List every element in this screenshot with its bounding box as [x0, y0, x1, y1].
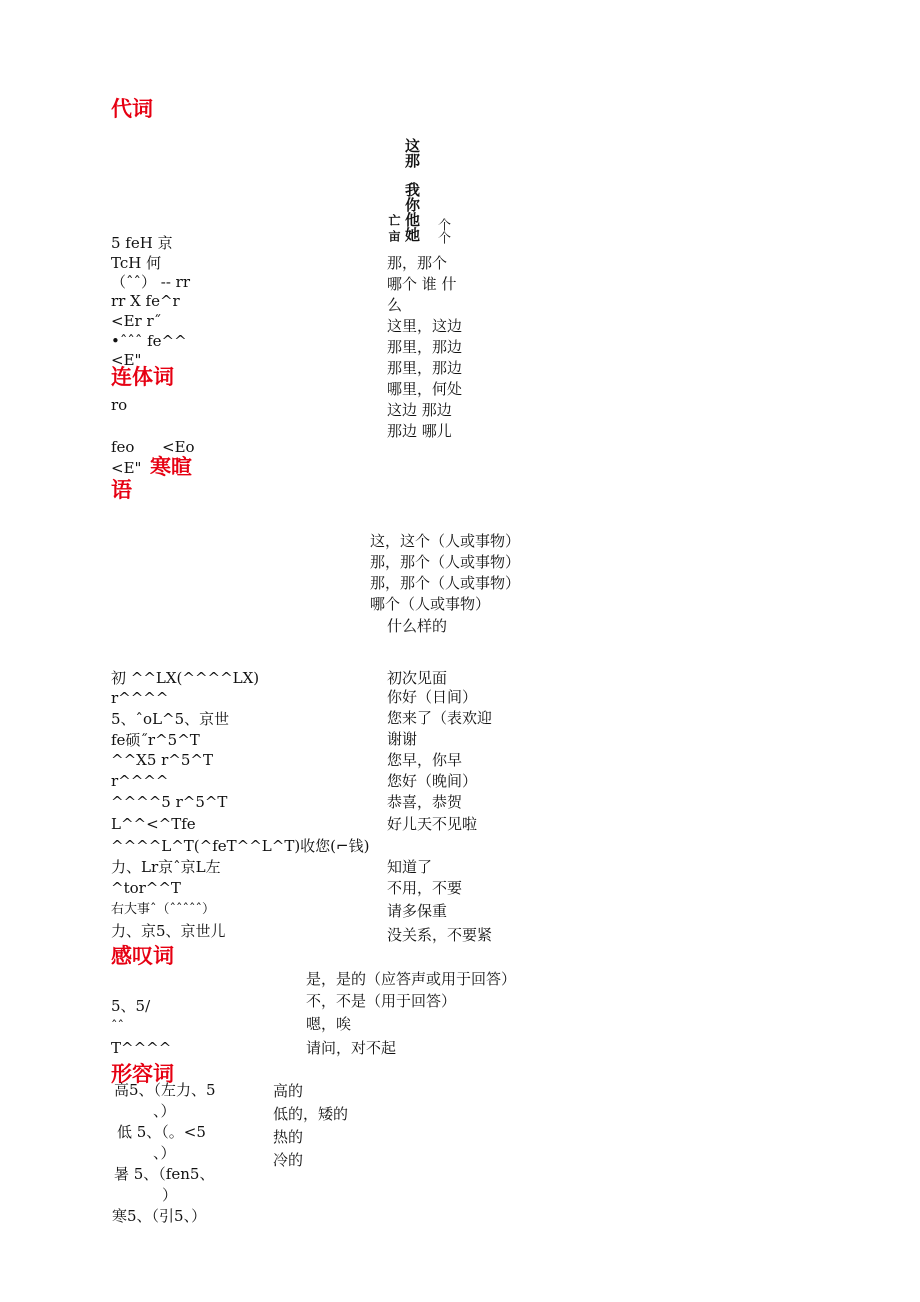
pronoun-vertical-2: 我你他她	[403, 182, 421, 242]
pronoun-left-4: rr X fe^r	[111, 292, 180, 310]
greet-left-11: ^tor^^T	[111, 879, 181, 897]
interj-right-1: 是，是的（应答声或用于回答）	[306, 970, 517, 988]
greet-left-6: r^^^^	[111, 772, 169, 790]
greet-right-3: 您来了（表欢迎	[387, 709, 493, 727]
pronoun-right-1: 那，那个	[387, 254, 448, 272]
heading-conjunctive: 连体词	[111, 365, 174, 389]
pronoun-right-5: 那里，那边	[387, 338, 463, 356]
greet-left-1: 初 ^^LX(^^^^LX)	[111, 669, 260, 687]
greet-right-4: 谢谢	[387, 730, 418, 748]
conj-right-1: 这，这个（人或事物）	[370, 532, 521, 550]
greet-left-12: 右大事ˆ（ˆˆˆˆˆ）	[111, 902, 216, 917]
greet-left-3: 5、ˆoL^5、京世	[111, 710, 230, 728]
conj-left-3: <Eo	[162, 438, 195, 456]
pronoun-right-9: 那边 哪儿	[387, 422, 452, 440]
interj-right-4: 请问，对不起	[306, 1039, 397, 1057]
adj-left-7: 寒5、（引5、）	[112, 1207, 207, 1225]
pronoun-vertical-3: 个个	[435, 218, 450, 244]
greet-right-9: 知道了	[387, 858, 433, 876]
conj-left-2: feo	[111, 438, 135, 456]
greet-left-2: r^^^^	[111, 689, 169, 707]
greet-right-7: 恭喜，恭贺	[387, 793, 463, 811]
interj-left-1: 5、5/	[111, 997, 151, 1015]
greet-right-1: 初次见面	[387, 669, 448, 687]
conj-right-4: 哪个（人或事物）	[370, 595, 491, 613]
heading-greeting-cont: 语	[111, 478, 132, 502]
greet-right-2: 你好（日间）	[387, 688, 478, 706]
greet-left-10: 力、Lr京ˆ京L左	[111, 858, 221, 876]
conj-left-1: ro	[111, 396, 128, 414]
conj-right-3: 那，那个（人或事物）	[370, 574, 521, 592]
pronoun-right-4: 这里，这边	[387, 317, 463, 335]
adj-right-4: 冷的	[273, 1151, 304, 1169]
adj-left-1: 高5、（左力、5	[114, 1081, 216, 1099]
pronoun-left-7: <E"	[111, 351, 142, 369]
heading-greeting: 寒暄	[150, 455, 192, 479]
adj-left-6: ）	[162, 1186, 178, 1204]
greet-left-9: ^^^^L^T(^feT^^L^T)收您(⌐钱)	[111, 837, 370, 855]
pronoun-right-7: 哪里，何处	[387, 380, 463, 398]
pronoun-left-2: TcH 何	[111, 254, 162, 272]
adj-left-2: 、）	[153, 1102, 176, 1120]
greet-left-8: L^^<^Tfe	[111, 815, 196, 833]
adj-left-5: 暑 5、（fen5、	[114, 1165, 215, 1183]
conj-left-4: <E"	[111, 459, 142, 477]
pronoun-vertical-cut: 亡 亩	[387, 214, 401, 243]
adj-right-3: 热的	[273, 1128, 304, 1146]
greet-left-13: 力、京5、京世儿	[111, 922, 226, 940]
heading-interjection: 感叹词	[111, 944, 174, 968]
heading-pronoun: 代词	[111, 97, 153, 121]
pronoun-left-1: 5 feH 京	[111, 234, 173, 252]
greet-right-8: 好儿天不见啦	[387, 815, 478, 833]
greet-left-5: ^^X5 r^5^T	[111, 751, 213, 769]
pronoun-left-5: <Er r˝	[111, 312, 162, 330]
pronoun-vertical-1: 这那	[403, 138, 421, 168]
adj-right-1: 高的	[273, 1082, 304, 1100]
pronoun-right-8: 这边 那边	[387, 401, 452, 419]
greet-right-11: 请多保重	[387, 902, 448, 920]
adj-left-4: 、）	[153, 1144, 176, 1162]
greet-left-4: fe硕˝r^5^T	[111, 731, 200, 749]
pronoun-left-6: •ˆˆˆ fe^^	[111, 332, 187, 350]
pronoun-left-3: （ˆˆ） -- rr	[111, 273, 191, 291]
conj-right-5: 什么样的	[387, 617, 448, 635]
greet-right-5: 您早，你早	[387, 751, 463, 769]
interj-left-3: T^^^^	[111, 1039, 172, 1057]
interj-right-2: 不，不是（用于回答）	[306, 992, 457, 1010]
greet-right-10: 不用，不要	[387, 879, 463, 897]
conj-right-2: 那，那个（人或事物）	[370, 553, 521, 571]
pronoun-right-6: 那里，那边	[387, 359, 463, 377]
interj-right-3: 嗯，唉	[306, 1015, 352, 1033]
adj-left-3: 低 5、（。<5	[117, 1123, 206, 1141]
adj-right-2: 低的，矮的	[273, 1105, 349, 1123]
greet-right-12: 没关系，不要紧	[387, 926, 493, 944]
greet-right-6: 您好（晚间）	[387, 772, 478, 790]
pronoun-right-2: 哪个 谁 什	[387, 275, 457, 293]
heading-adjective: 形容词	[111, 1062, 174, 1086]
greet-left-7: ^^^^5 r^5^T	[111, 793, 228, 811]
interj-left-2: ˆˆ	[111, 1019, 124, 1034]
pronoun-right-3: 么	[387, 296, 403, 314]
